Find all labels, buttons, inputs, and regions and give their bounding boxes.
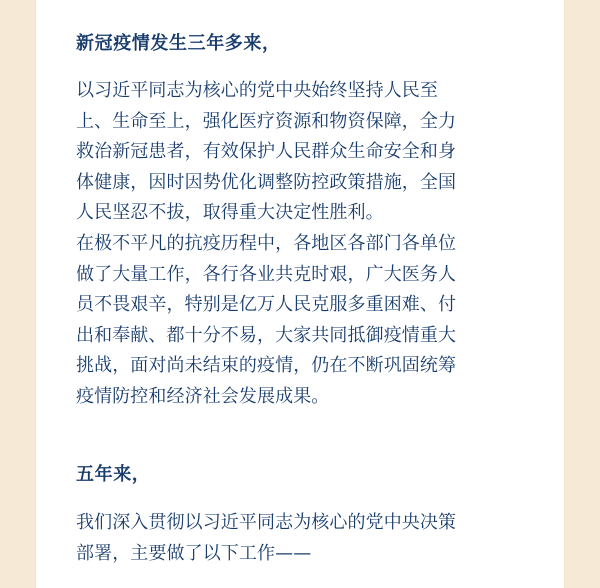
- text-line: 人民坚忍不拔，取得重大决定性胜利。: [76, 202, 384, 223]
- text-line: 救治新冠患者，有效保护人民群众生命安全和身: [76, 141, 457, 162]
- paragraph-pandemic-response: [76, 76, 526, 229]
- text-line: 员不畏艰辛，特别是亿万人民克服多重困难、付: [76, 294, 457, 315]
- article-card: [36, 0, 564, 588]
- paragraph-anti-epidemic-process: [76, 229, 526, 412]
- text-line: 以习近平同志为核心的党中央始终坚持人民至: [76, 80, 438, 101]
- text-line: 做了大量工作，各行各业共克时艰，广大医务人: [76, 263, 457, 285]
- paragraph-work-deployment: [76, 508, 526, 569]
- section-heading-five-years: 五年来，: [76, 464, 151, 485]
- text-line: 我们深入贯彻以习近平同志为核心的党中央决策: [76, 512, 457, 533]
- text-line: 上、生命至上，强化医疗资源和物资保障，全力: [76, 110, 457, 132]
- text-line: 挑战，面对尚未结束的疫情，仍在不断巩固统筹: [76, 355, 457, 376]
- text-line: 出和奉献、都十分不易，大家共同抵御疫情重大: [76, 324, 457, 346]
- text-line: 疫情防控和经济社会发展成果。: [76, 385, 330, 407]
- text-line: 在极不平凡的抗疫历程中，各地区各部门各单位: [76, 233, 457, 254]
- text-line: 部署，主要做了以下工作——: [76, 542, 312, 564]
- section-heading-pandemic: 新冠疫情发生三年多来，: [76, 33, 281, 54]
- text-line: 体健康，因时因势优化调整防控政策措施，全国: [76, 171, 457, 193]
